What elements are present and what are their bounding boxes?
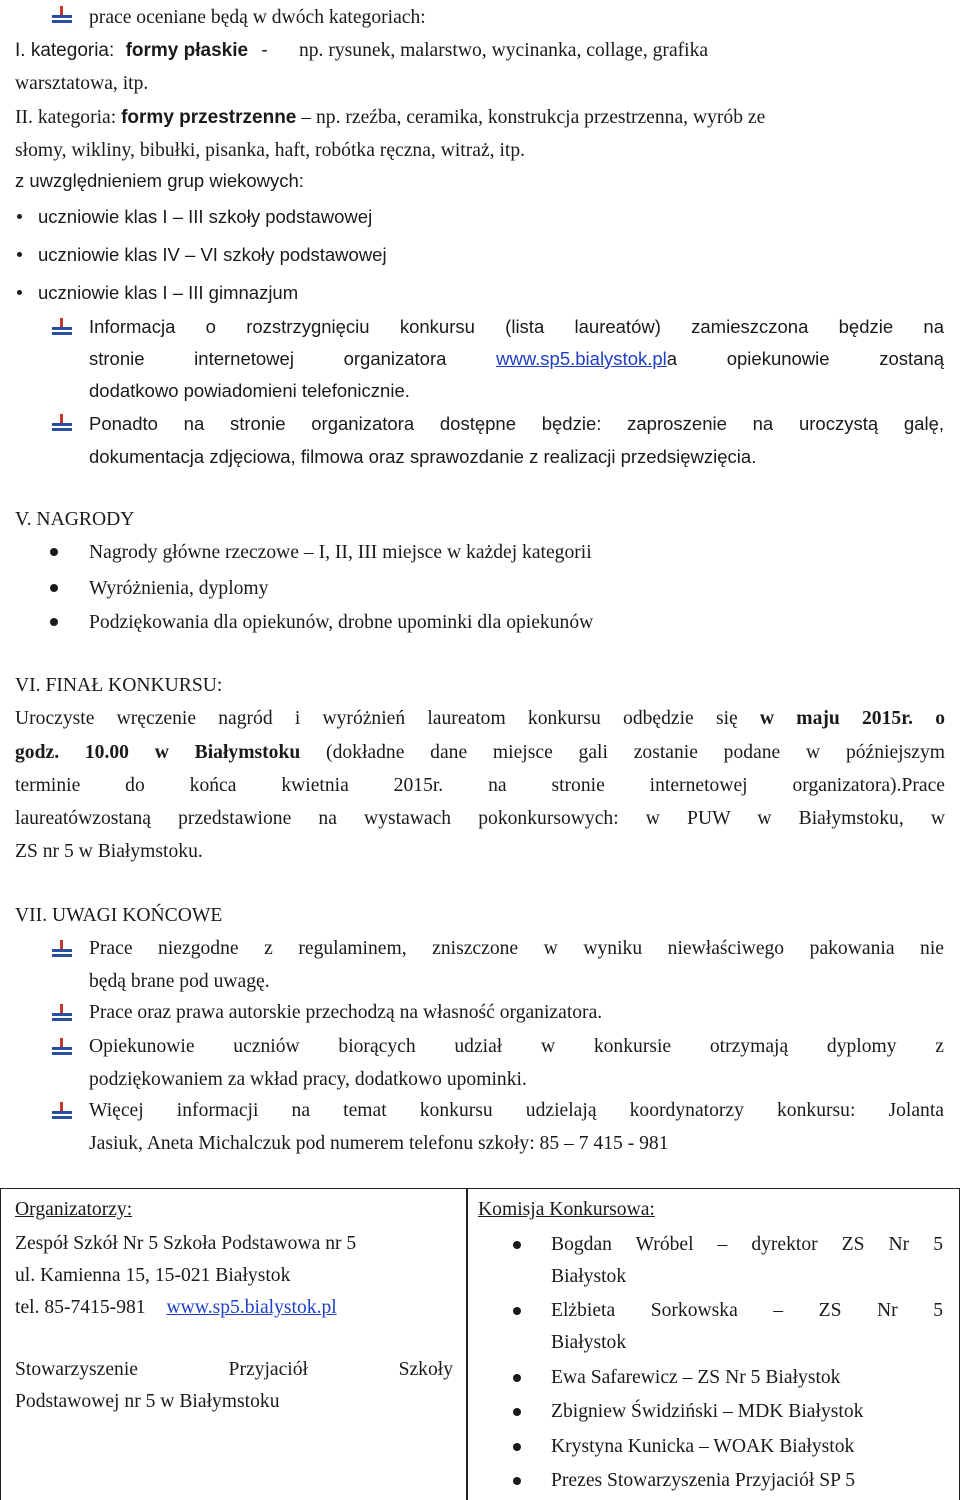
category-2-line	[15, 101, 945, 135]
age-groups-intro: z uwzględnieniem grup wiekowych:	[15, 170, 304, 191]
remark-4-line-2: Jasiuk, Aneta Michalczuk pod numerem telefonu szkoły: 85 – 7 415 - 981	[89, 1133, 669, 1154]
remark-1-line-2: będą brane pod uwagę.	[89, 971, 270, 992]
bullet-dot	[50, 548, 58, 556]
finale-date: w maju 2015r. o	[759, 708, 945, 729]
committee-member-line: Białystok	[551, 1332, 627, 1353]
remark-3-line-2: podziękowaniem za wkład pracy, dodatkowo upominki.	[89, 1069, 527, 1090]
bullet-dot	[17, 214, 22, 219]
bullet-dot	[513, 1307, 521, 1315]
bullet-dot	[17, 290, 22, 295]
association-line-1: Stowarzyszenie Przyjaciół Szkoły	[15, 1359, 453, 1380]
organizer-address: ul. Kamienna 15, 15-021 Białystok	[15, 1265, 291, 1286]
list-marker-icon	[52, 940, 72, 958]
committee-member: Krystyna Kunicka – WOAK Białystok	[551, 1436, 855, 1457]
finale-time-place: godz. 10.00 w Białymstoku	[15, 742, 301, 763]
organizer-phone: tel. 85-7415-981	[15, 1297, 146, 1318]
bullet-dot	[513, 1241, 521, 1249]
category-2-examples: – np. rzeźba, ceramika, konstrukcja przestrzenna, wyrób ze	[301, 107, 766, 128]
bullet-dot	[513, 1443, 521, 1451]
organizer-name: Zespół Szkół Nr 5 Szkoła Podstawowa nr 5	[15, 1233, 357, 1254]
list-marker-icon	[52, 318, 72, 336]
organizer-website-link[interactable]: www.sp5.bialystok.pl	[166, 1297, 337, 1318]
committee-member: Ewa Safarewicz – ZS Nr 5 Białystok	[551, 1367, 841, 1388]
category-2-label: II. kategoria:	[15, 107, 117, 128]
prize-item: Nagrody główne rzeczowe – I, II, III miejsce w każdej kategorii	[89, 542, 592, 563]
finale-line-2	[15, 736, 945, 770]
bullet-dot	[513, 1477, 521, 1485]
category-1-dash: -	[261, 40, 268, 61]
bullet-dot	[50, 618, 58, 626]
category-1-line-2: warsztatowa, itp.	[15, 73, 149, 94]
results-info-text: stronie internetowej organizatora	[89, 348, 447, 369]
bullet-dot	[513, 1374, 521, 1382]
finale-line-5: ZS nr 5 w Białymstoku.	[15, 841, 203, 862]
bullet-dot	[50, 584, 58, 592]
finale-line-3: terminie do końca kwietnia 2015r. na stronie internetowej organizatora).Prace	[15, 775, 945, 796]
committee-member-line: Elżbieta Sorkowska – ZS Nr 5	[551, 1300, 943, 1321]
results-info-text-2: a opiekunowie zostaną	[666, 348, 945, 369]
list-marker-icon	[52, 1038, 72, 1056]
bullet-dot	[513, 1408, 521, 1416]
age-group-item: uczniowie klas IV – VI szkoły podstawowej	[38, 244, 387, 265]
committee-member-line: Bogdan Wróbel – dyrektor ZS Nr 5	[551, 1234, 943, 1255]
list-marker-icon	[52, 6, 72, 24]
prize-item: Podziękowania dla opiekunów, drobne upominki dla opiekunów	[89, 612, 594, 633]
organizer-website-link[interactable]: www.sp5.bialystok.pl	[496, 348, 667, 369]
results-info-line-2	[89, 342, 944, 376]
list-marker-icon	[52, 1102, 72, 1120]
remark-1-line-1: Prace niezgodne z regulaminem, zniszczone w wyniku niewłaściwego pakowania nie	[89, 938, 944, 959]
table-divider	[466, 1188, 468, 1500]
category-2-name: formy przestrzenne	[121, 107, 297, 128]
remark-4-line-1: Więcej informacji na temat konkursu udzielają koordynatorzy konkursu: Jolanta	[89, 1100, 944, 1121]
category-1-line	[15, 34, 945, 68]
finale-text: Uroczyste wręczenie nagród i wyróżnień laureatom konkursu odbędzie się	[15, 708, 738, 729]
results-info-line-1: Informacja o rozstrzygnięciu konkursu (lista laureatów) zamieszczona będzie na	[89, 316, 944, 337]
finale-line-1	[15, 702, 945, 736]
list-marker-icon	[52, 414, 72, 432]
extra-info-line-2: dokumentacja zdjęciowa, filmowa oraz sprawozdanie z realizacji przedsięwzięcia.	[89, 446, 757, 467]
committee-member-line: Białystok	[551, 1266, 627, 1287]
remark-3-line-1: Opiekunowie uczniów biorących udział w konkursie otrzymają dyplomy z	[89, 1036, 944, 1057]
list-marker-icon	[52, 1004, 72, 1022]
section-vi-heading: VI. FINAŁ KONKURSU:	[15, 675, 223, 696]
category-1-examples: np. rysunek, malarstwo, wycinanka, collage, grafika	[298, 40, 709, 61]
remark-2: Prace oraz prawa autorskie przechodzą na własność organizatora.	[89, 1002, 603, 1023]
category-2-line-2: słomy, wikliny, bibułki, pisanka, haft, robótka ręczna, witraż, itp.	[15, 140, 526, 161]
organizers-heading: Organizatorzy:	[15, 1199, 133, 1220]
section-v-heading: V. NAGRODY	[15, 509, 135, 530]
committee-heading: Komisja Konkursowa:	[478, 1199, 655, 1220]
categories-intro: prace oceniane będą w dwóch kategoriach:	[89, 7, 426, 28]
prize-item: Wyróżnienia, dyplomy	[89, 578, 269, 599]
committee-member: Zbigniew Świdziński – MDK Białystok	[551, 1401, 864, 1422]
association-line-2: Podstawowej nr 5 w Białymstoku	[15, 1391, 280, 1412]
organizer-contact	[15, 1291, 337, 1325]
finale-text-2: (dokładne dane miejsce gali zostanie podane w późniejszym	[326, 742, 945, 763]
section-vii-heading: VII. UWAGI KOŃCOWE	[15, 905, 223, 926]
category-1-label: I. kategoria:	[15, 40, 115, 61]
results-info-line-3: dodatkowo powiadomieni telefonicznie.	[89, 380, 410, 401]
category-1-name: formy płaskie	[125, 40, 249, 61]
committee-member: Prezes Stowarzyszenia Przyjaciół SP 5	[551, 1470, 855, 1491]
age-group-item: uczniowie klas I – III szkoły podstawowej	[38, 206, 373, 227]
bullet-dot	[17, 252, 22, 257]
finale-line-4: laureatówzostaną przedstawione na wystawach pokonkursowych: w PUW w Białymstoku, w	[15, 808, 945, 829]
extra-info-line-1: Ponadto na stronie organizatora dostępne będzie: zaproszenie na uroczystą galę,	[89, 413, 944, 434]
age-group-item: uczniowie klas I – III gimnazjum	[38, 282, 299, 303]
